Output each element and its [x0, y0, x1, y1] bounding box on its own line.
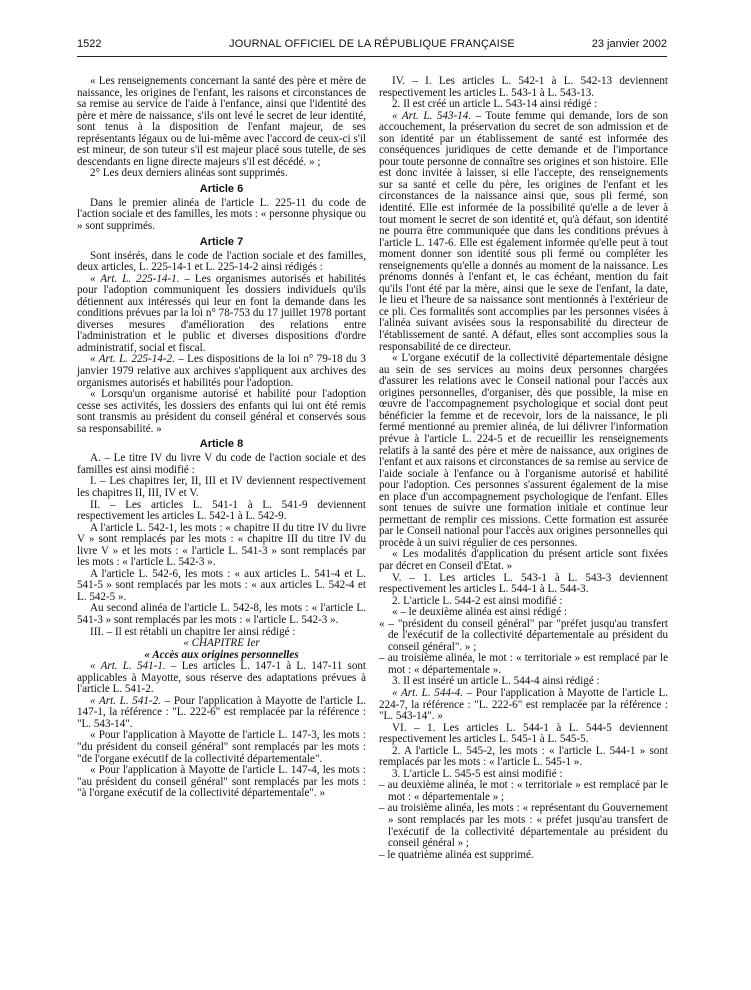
left-column: [77, 76, 366, 800]
paragraph: « Lorsqu'un organisme autorisé et habilité pour l'adoption cesse ses activités, les dossiers des enfants qui lui ont été remis sont transmis au président du conseil général et conservés sous sa responsabilité. »: [77, 388, 366, 435]
paragraph: A. – Le titre IV du livre V du code de l'action sociale et des familles est ainsi modifié :: [77, 452, 366, 476]
paragraph: I. – Les chapitres Ier, II, III et IV deviennent respectivement les chapitres II, III, IV et V.: [77, 475, 366, 499]
paragraph: [379, 688, 668, 723]
journal-title: JOURNAL OFFICIEL DE LA RÉPUBLIQUE FRANÇAISE: [229, 38, 515, 50]
article-reference: « Art. L. 225-14-1.: [90, 272, 180, 285]
dash-item: « – "président du conseil général" par "préfet jusqu'au transfert de l'exécutif de la collectivité départementale au président du conseil général". » ;: [379, 617, 668, 653]
article-reference: « Art. L. 543-14.: [392, 109, 472, 122]
paragraph: VI. – 1. Les articles L. 544-1 à L. 544-5 deviennent respectivement les articles L. 545-1 à L. 545-5.: [379, 721, 668, 746]
paragraph: « Les renseignements concernant la santé des père et mère de naissance, les origines de l'enfant, les raisons et circonstances de sa remise au service de l'aide à l'enfance, ainsi que l'identité des père et mère de naissance, s'ils ont levé le secret de leur identité, sont tenus à la disposition de l'enfant majeur, de ses représentants légaux ou de lui-même avec l'accord de ceux-ci s'il est mineur, de son tuteur s'il est majeur placé sous tutelle, de ses descendants en ligne directe majeurs s'il est décédé. » ;: [77, 75, 366, 168]
paragraph: « Pour l'application à Mayotte de l'article L. 147-3, les mots : "du président du conseil général" sont remplacés par les mots : "de l'organe exécutif de la collectivité départementale".: [77, 729, 366, 765]
page-number: 1522: [77, 38, 102, 50]
paragraph: [77, 696, 366, 731]
paragraph: A l'article L. 542-1, les mots : « chapitre II du titre IV du livre V » sont remplacés par les mots : « chapitre III du titre IV du livre V » et les mots : « l'article L. 541-3 » sont remplacés par les mots : « l'article L. 542-3 ».: [77, 521, 366, 569]
paragraph-text: – Les articles L. 147-1 à L. 147-11 sont applicables à Mayotte, sous réserve des adaptations prévues à l'article L. 541-2.: [77, 660, 366, 696]
paragraph-text: – Pour l'application à Mayotte de l'article L. 147-1, la référence : "L. 222-6" est remplacée par la référence : "L. 543-14".: [77, 694, 366, 730]
chapter-heading: « CHAPITRE Ier: [183, 637, 260, 650]
dash-item: – au deuxième alinéa, le mot : « territoriale » est remplacé par le mot : « départementale » ;: [379, 779, 668, 803]
paragraph: « Les modalités d'application du présent article sont fixées par décret en Conseil d'Etat. »: [379, 548, 668, 572]
right-column: [379, 76, 668, 861]
article-reference: « Art. L. 544-4.: [392, 686, 463, 699]
issue-date: 23 janvier 2002: [591, 38, 667, 50]
paragraph: [77, 661, 366, 696]
article-heading: Article 7: [199, 235, 244, 248]
page-header: [77, 38, 667, 54]
paragraph: III. – Il est rétabli un chapitre Ier ainsi rédigé :: [90, 625, 296, 638]
paragraph: Au second alinéa de l'article L. 542-8, les mots : « l'article L. 541-3 » sont remplacés par les mots : « l'article L. 542-3 ».: [77, 602, 366, 626]
paragraph-text: – Les organismes autorisés et habilités pour l'adoption communiquent les dossiers individuels qu'ils détiennent aux intéressés qui leur en font la demande dans les conditions prévues par la loi n° 78-753 du 17 juillet 1978 portant diverses mesures d'amélioration des relations entre l'administration et le public et diverses dispositions d'ordre administratif, social et fiscal.: [77, 272, 366, 354]
dash-item: – le quatrième alinéa est supprimé.: [379, 848, 534, 861]
paragraph: « Pour l'application à Mayotte de l'article L. 147-4, les mots : "au président du conseil général" sont remplacés par les mots : "à l'organe exécutif de la collectivité départementale". »: [77, 764, 366, 800]
paragraph: [77, 274, 366, 355]
paragraph: 3. Il est inséré un article L. 544-4 ainsi rédigé :: [392, 675, 600, 688]
dash-item: – au troisième alinéa, les mots : « représentant du Gouvernement » sont remplacés par les mots : « préfet jusqu'au transfert de l'exécutif de la collectivité départementale au président du conseil général » ;: [379, 802, 668, 850]
paragraph-text: – Pour l'application à Mayotte de l'article L. 224-7, la référence : "L. 222-6" est remplacée par la référence : "L. 543-14". »: [379, 686, 668, 723]
paragraph: 2. Il est créé un article L. 543-14 ainsi rédigé :: [392, 98, 598, 111]
paragraph: Sont insérés, dans le code de l'action sociale et des familles, deux articles, L. 225-14-1 et L. 225-14-2 ainsi rédigés :: [77, 249, 366, 274]
dash-item: – au troisième alinéa, le mot : « territoriale » est remplacé par le mot : « départementale ».: [379, 652, 668, 676]
chapter-title: « Accès aux origines personnelles: [144, 648, 299, 661]
article-heading: Article 8: [199, 438, 244, 451]
paragraph: II. – Les articles L. 541-1 à L. 541-9 deviennent respectivement les articles L. 542-1 à L. 542-9.: [77, 498, 366, 523]
paragraph: 2. A l'article L. 545-2, les mots : « l'article L. 544-1 » sont remplacés par les mots : « l'article L. 545-1 ».: [379, 744, 668, 769]
paragraph: « – le deuxième alinéa est ainsi rédigé :: [392, 606, 567, 619]
paragraph: A l'article L. 542-6, les mots : « aux articles L. 541-4 et L. 541-5 » sont remplacés par les mots : « aux articles L. 542-4 et L. 542-5 ».: [77, 567, 366, 603]
header-rule: [77, 56, 667, 57]
paragraph-text: – Les dispositions de la loi n° 79-18 du 3 janvier 1979 relative aux archives s'appliquent aux archives des organismes autorisés et habilités pour l'adoption.: [77, 353, 366, 389]
paragraph: 2° Les deux derniers alinéas sont supprimés.: [90, 167, 288, 180]
article-reference: « Art. L. 541-2.: [90, 694, 161, 707]
paragraph: [379, 111, 668, 353]
paragraph-text: – Toute femme qui demande, lors de son accouchement, la préservation du secret de son admission et de son identité par un établissement de santé est informée des conséquences juridiques de cette demande et de l'importance pour toute personne de connaître ses origines et son histoire. Elle est donc invitée à laisser, si elle l'accepte, des renseignements sur sa santé et celle du père, les origines de l'enfant et les circonstances de la naissance ainsi que, sous pli fermé, son identité. Elle est informée de la possibilité qu'elle a de lever à tout moment le secret de son identité et, qu'à défaut, son identité ne pourra être communiquée que dans les conditions prévues à l'article L. 147-6. Elle est également informée qu'elle peut à tout moment donner son identité sous pli fermé ou compléter les renseignements qu'elle a donnés au moment de la naissance. Les prénoms donnés à l'enfant et, le cas échéant, mention du fait qu'ils l'ont été par la mère, ainsi que le sexe de l'enfant, la date, le lieu et l'heure de sa naissance sont mentionnés à l'extérieur de ce pli. Ces formalités sont accomplies par les personnes visées à l'alinéa suivant avisées sous la responsabilité du directeur de l'établissement de santé. A défaut, elles sont accomplies sous la responsabilité de ce directeur.: [379, 109, 669, 353]
article-reference: « Art. L. 225-14-2.: [90, 353, 175, 366]
paragraph: V. – 1. Les articles L. 543-1 à L. 543-3 deviennent respectivement les articles L. 544-1 à L. 544-3.: [379, 571, 668, 596]
paragraph: IV. – I. Les articles L. 542-1 à L. 542-13 deviennent respectivement les articles L. 543-1 à L. 543-13.: [379, 75, 668, 99]
paragraph: [77, 354, 366, 389]
paragraph: 2. L'article L. 544-2 est ainsi modifié :: [392, 594, 563, 607]
article-heading: Article 6: [199, 182, 244, 195]
paragraph: 3. L'article L. 545-5 est ainsi modifié :: [392, 767, 563, 780]
article-reference: « Art. L. 541-1.: [90, 660, 166, 673]
paragraph: « L'organe exécutif de la collectivité départementale désigne au sein de ses services au moins deux personnes chargées d'assurer les relations avec le Conseil national pour l'accès aux origines personnelles, d'organiser, dès que possible, la mise en œuvre de l'accompagnement psychologique et social dont peut bénéficier la femme et de recevoir, lors de la naissance, le pli fermé mentionné au premier alinéa, de lui délivrer l'information prévue à l'article L. 224-5 et de recueillir les renseignements relatifs à la santé des père et mère de naissance, aux origines de l'enfant et aux raisons et circonstances de sa remise au service de l'aide sociale à l'enfance ou à l'organisme autorisé et habilité pour l'adoption. Ces personnes s'assurent également de la mise en place d'un accompagnement psychologique de l'enfant. Elles sont tenues de suivre une formation initiale et continue leur permettant de remplir ces missions. Cette formation est assurée par le Conseil national pour l'accès aux origines personnelles qui procède à un suivi régulier de ces personnes.: [379, 352, 668, 549]
paragraph: Dans le premier alinéa de l'article L. 225-11 du code de l'action sociale et des familles, les mots : « personne physique ou » sont supprimés.: [77, 196, 366, 233]
